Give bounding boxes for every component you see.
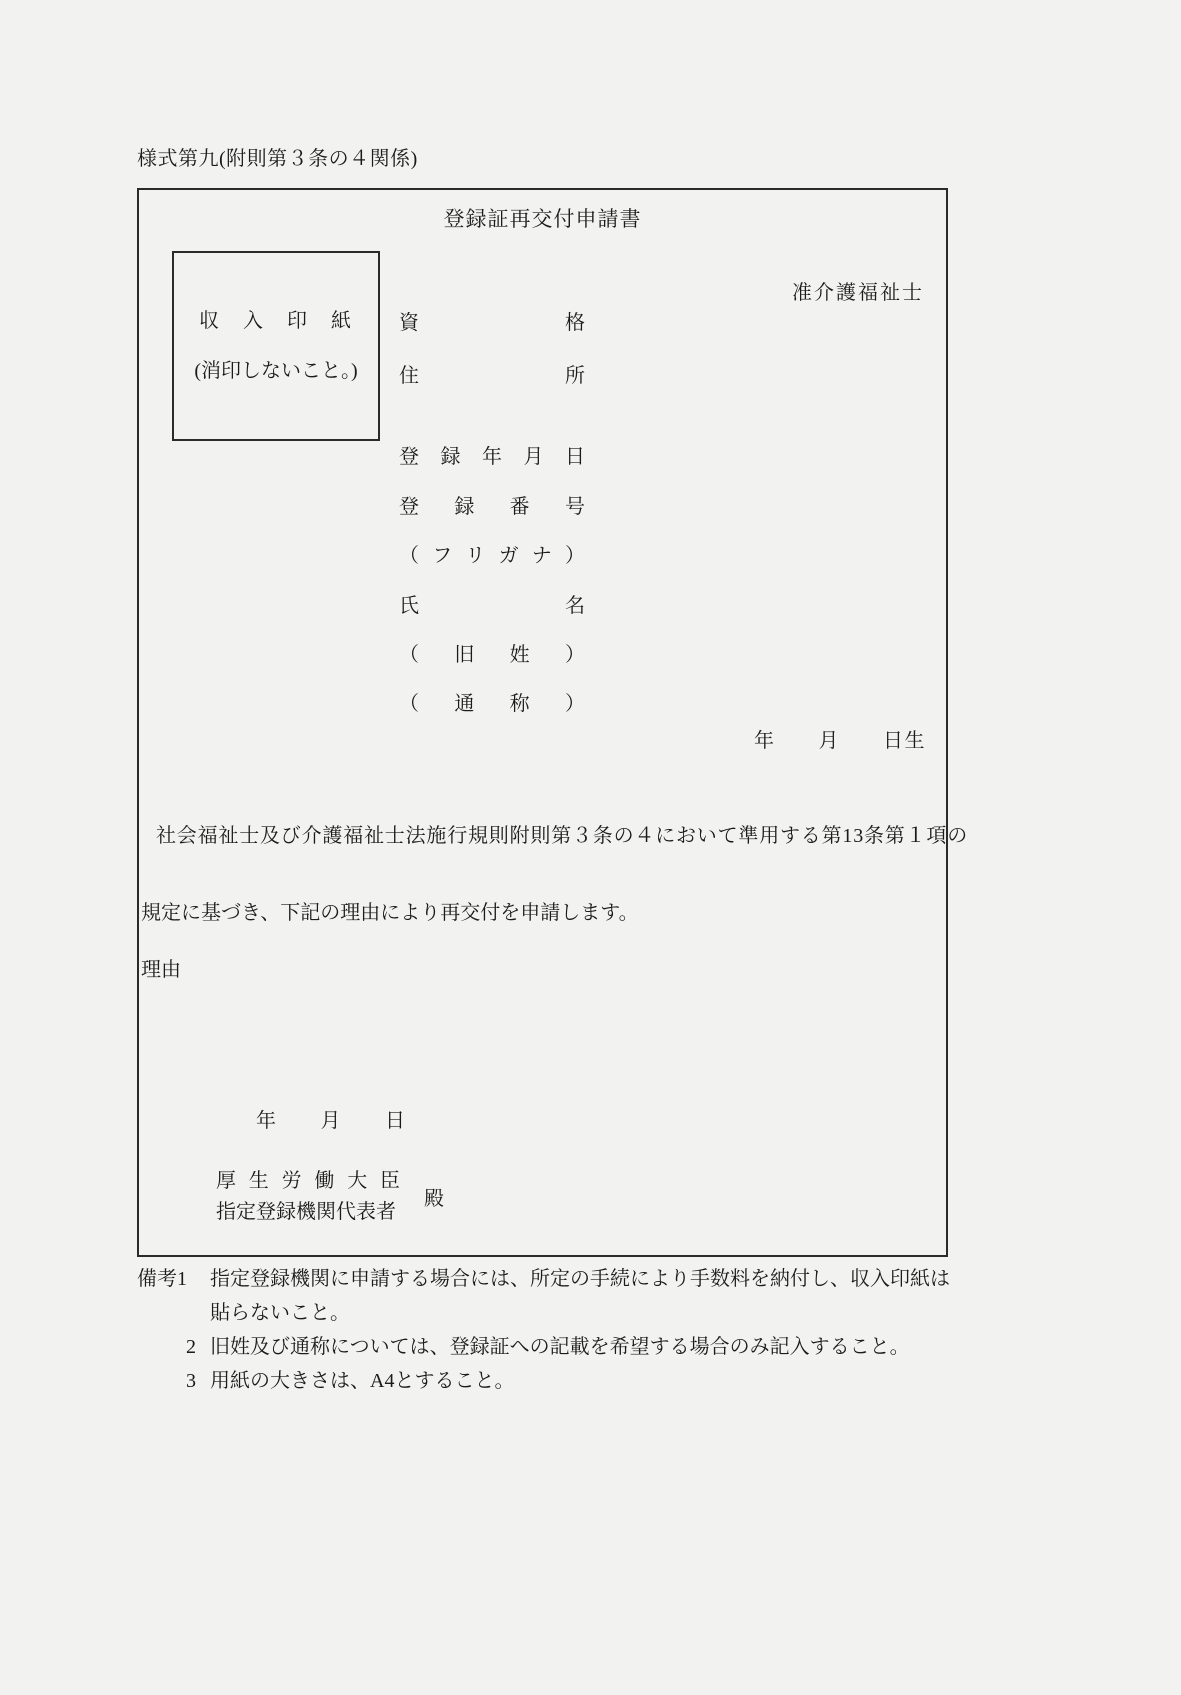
reason-label: 理由 xyxy=(141,959,181,981)
application-form-box xyxy=(137,188,968,1257)
note-item-2 xyxy=(137,1330,997,1364)
addressee-block xyxy=(216,1168,444,1225)
note-number: 備考1 xyxy=(137,1268,187,1290)
note-item-3 xyxy=(137,1364,997,1398)
note-line: 指定登録機関に申請する場合には、所定の手続により手数料を納付し、収入印紙は xyxy=(210,1268,950,1290)
note-number: 2 xyxy=(186,1336,196,1358)
revenue-stamp-note: (消印しないこと。) xyxy=(194,360,358,382)
revenue-stamp-label: 収 入 印 紙 xyxy=(199,310,353,332)
form-style-label: 様式第九(附則第３条の４関係) xyxy=(137,148,418,170)
field-label-registration-number: 登 録 番 号 xyxy=(399,496,585,518)
notes-section xyxy=(137,1262,997,1398)
note-item-1 xyxy=(137,1262,997,1330)
note-text xyxy=(210,1262,997,1330)
registration-organization-label: 指定登録機関代表者 xyxy=(216,1201,396,1223)
birthdate-line: 年 月 日生 xyxy=(754,730,926,752)
note-number: 3 xyxy=(186,1370,196,1392)
revenue-stamp-box xyxy=(172,251,380,441)
field-label-former-surname: （ 旧 姓 ） xyxy=(399,644,585,666)
note-line: 旧姓及び通称については、登録証への記載を希望する場合のみ記入すること。 xyxy=(210,1336,910,1358)
note-line: 貼らないこと。 xyxy=(210,1302,350,1324)
field-label-furigana: （ フ リ ガ ナ ） xyxy=(399,545,585,567)
body-text-line1: 社会福祉士及び介護福祉士法施行規則附則第３条の４において準用する第13条第１項の xyxy=(156,825,968,847)
field-label-address: 住 所 xyxy=(399,365,585,387)
qualification-label: 准介護福祉士 xyxy=(792,282,924,304)
minister-label: 厚 生 労 働 大 臣 xyxy=(216,1170,400,1192)
note-text xyxy=(210,1364,997,1398)
field-label-name: 氏 名 xyxy=(399,595,585,617)
note-text xyxy=(210,1330,997,1364)
form-title: 登録証再交付申請書 xyxy=(443,207,642,231)
field-label-alias: （ 通 称 ） xyxy=(399,693,585,715)
field-label-registration-date: 登 録 年 月 日 xyxy=(399,446,585,468)
field-label-qualification: 資 格 xyxy=(399,312,585,334)
application-date-line: 年 月 日 xyxy=(256,1110,407,1132)
addressee-names xyxy=(216,1168,400,1225)
addressee-honorific: 殿 xyxy=(424,1187,444,1210)
note-line: 用紙の大きさは、A4とすること。 xyxy=(210,1370,515,1392)
body-text-line2: 規定に基づき、下記の理由により再交付を申請します。 xyxy=(141,902,639,924)
